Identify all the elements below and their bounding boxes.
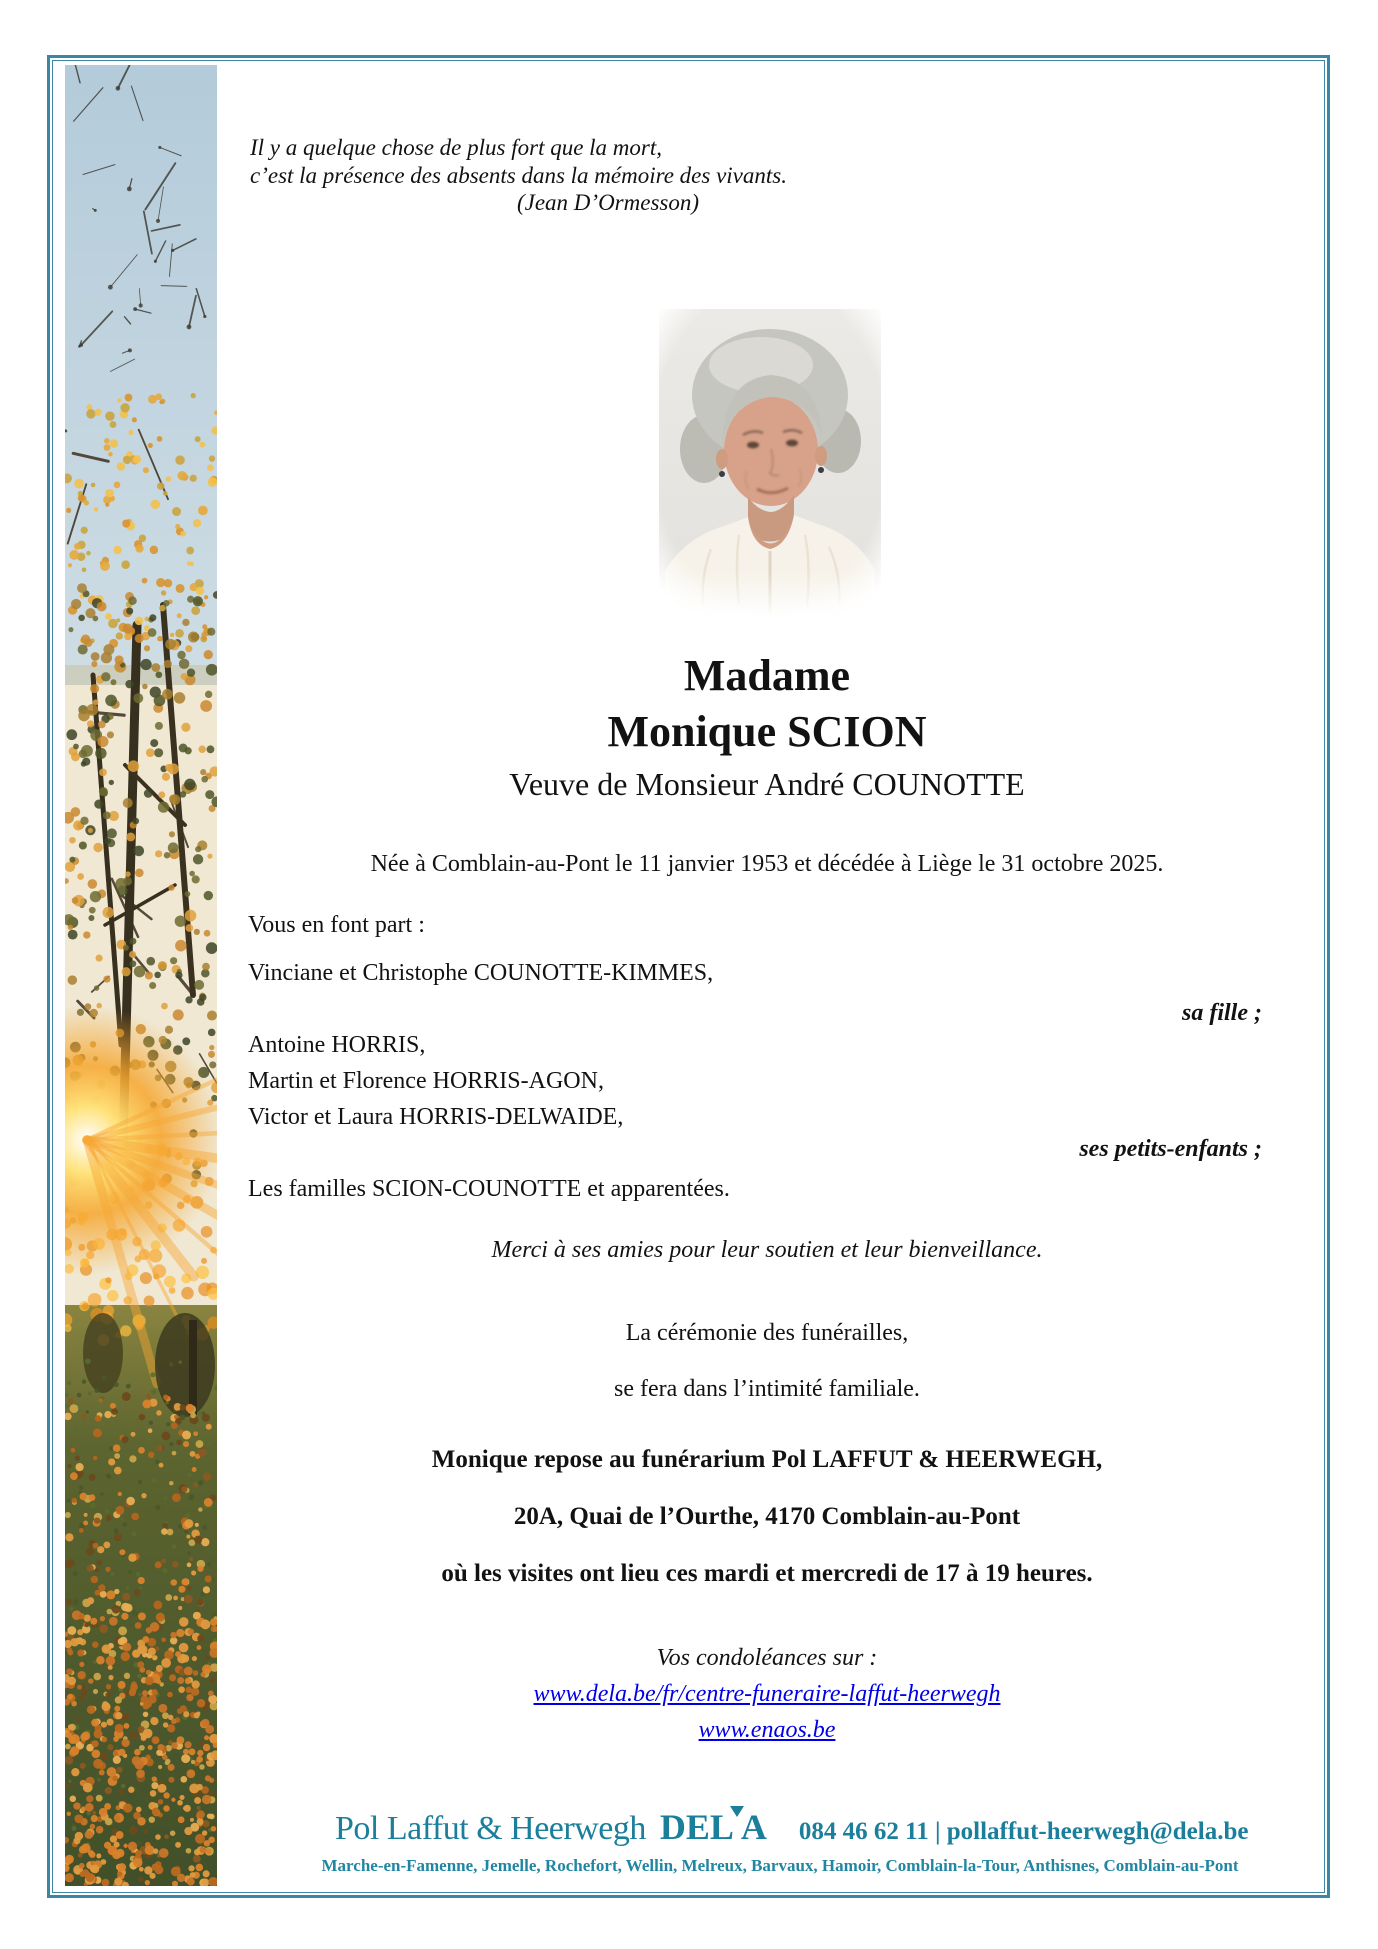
autumn-trees-image <box>65 65 217 1886</box>
quote-attribution: (Jean D’Ormesson) <box>516 190 700 215</box>
dela-brand-pre: DEL <box>659 1807 734 1847</box>
footer-locations: Marche-en-Famenne, Jemelle, Rochefort, Wellin, Melreux, Barvaux, Hamoir, Comblain-la-Tour, Anthisnes, Comblain-au-Pont <box>321 1856 1239 1875</box>
footer-contact: 084 46 62 11 | pollaffut-heerwegh@dela.be <box>798 1818 1249 1845</box>
daughter-line: Vinciane et Christophe COUNOTTE-KIMMES, <box>248 960 714 986</box>
ceremony-line-1: La cérémonie des funérailles, <box>625 1320 909 1346</box>
condolence-link-dela-wrap <box>217 1681 1317 1708</box>
portrait-photo <box>659 308 881 616</box>
footer-logo <box>335 1806 1248 1848</box>
quote-line-1: Il y a quelque chose de plus fort que la mort, <box>250 135 663 160</box>
condolences-label: Vos condoléances sur : <box>656 1645 878 1671</box>
dela-brand <box>660 1806 767 1848</box>
thanks-line: Merci à ses amies pour leur soutien et leur bienveillance. <box>491 1237 1043 1263</box>
quote-line-2: c’est la présence des absents dans la mémoire des vivants. <box>250 163 787 188</box>
deceased-name: Monique SCION <box>607 707 927 756</box>
portrait-image <box>659 308 881 616</box>
families-line: Les familles SCION-COUNOTTE et apparentées. <box>248 1176 730 1202</box>
autumn-photo-strip <box>65 65 217 1886</box>
deceased-honorific: Madame <box>683 651 851 700</box>
repose-line-3: où les visites ont lieu ces mardi et mercredi de 17 à 19 heures. <box>441 1560 1093 1587</box>
life-dates: Née à Comblain-au-Pont le 11 janvier 1953 et décédée à Liège le 31 octobre 2025. <box>370 851 1164 877</box>
deceased-title-block <box>217 648 1317 760</box>
widow-line: Veuve de Monsieur André COUNOTTE <box>509 766 1025 802</box>
condolence-link-dela[interactable]: www.dela.be/fr/centre-funeraire-laffut-heerwegh <box>533 1681 1001 1707</box>
repose-line-2: 20A, Quai de l’Ourthe, 4170 Comblain-au-Pont <box>513 1503 1021 1530</box>
dela-brand-post: A <box>740 1807 767 1847</box>
condolence-link-enaos[interactable]: www.enaos.be <box>698 1717 836 1743</box>
condolence-link-enaos-wrap <box>217 1717 1317 1744</box>
announcement-intro: Vous en font part : <box>248 912 425 938</box>
ceremony-line-2: se fera dans l’intimité familiale. <box>614 1376 920 1402</box>
repose-line-1: Monique repose au funérarium Pol LAFFUT & HEERWEGH, <box>431 1446 1103 1473</box>
daughter-relation: sa fille ; <box>1182 1000 1262 1026</box>
grandchild-line: Antoine HORRIS, <box>248 1032 426 1058</box>
grandchildren-relation: ses petits-enfants ; <box>1079 1136 1262 1162</box>
grandchild-line: Martin et Florence HORRIS-AGON, <box>248 1068 604 1094</box>
grandchild-line: Victor et Laura HORRIS-DELWAIDE, <box>248 1104 624 1130</box>
funeral-home-name: Pol Laffut & Heerwegh <box>335 1810 646 1847</box>
